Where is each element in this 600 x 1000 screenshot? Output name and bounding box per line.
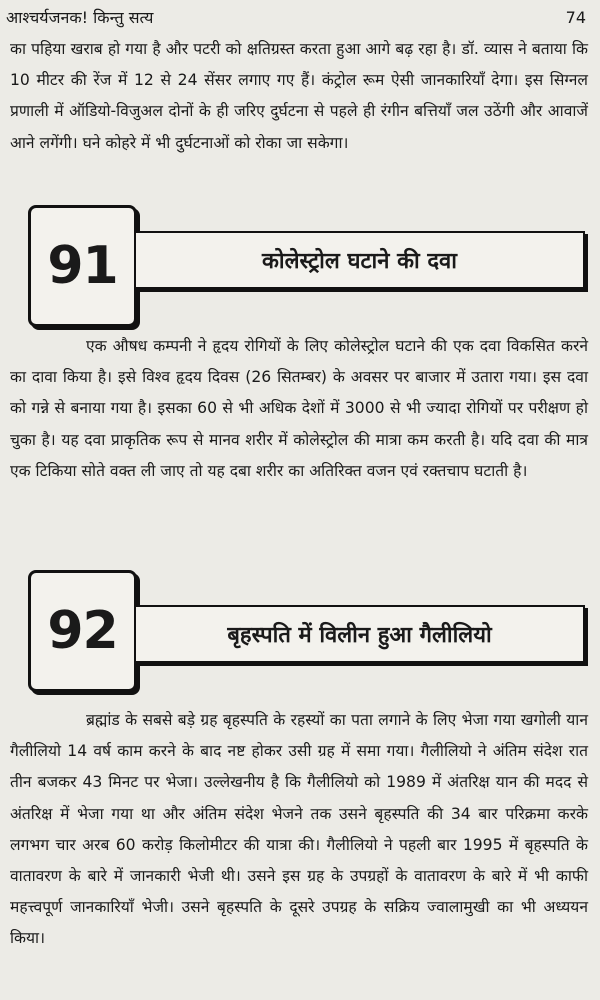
book-title: आश्चर्यजनक! किन्तु सत्य (6, 8, 154, 27)
section-title: कोलेस्ट्रोल घटाने की दवा (134, 231, 585, 289)
section-number-badge: 92 (28, 570, 137, 692)
section-number-badge: 91 (28, 205, 137, 327)
intro-paragraph: का पहिया खराब हो गया है और पटरी को क्षतिग्रस्त करता हुआ आगे बढ़ रहा है। डॉ. व्यास ने बताया कि 10 मीटर की रेंज में 12 से 24 सेंसर लगाए गए हैं। कंट्रोल रूम ऐसी जानकारियाँ देगा। इस सिग्नल प्रणाली में ऑडियो-विजुअल दोनों के ही जरिए दुर्घटना से पहले ही रंगीन बत्तियाँ जल उठेंगी और आवाजें आने लगेंगी। घने कोहरे में भी दुर्घटनाओं को रोका जा सकेगा। (10, 40, 588, 152)
section-title: बृहस्पति में विलीन हुआ गैलीलियो (134, 605, 585, 663)
section-92-paragraph: ब्रह्मांड के सबसे बड़े ग्रह बृहस्पति के रहस्यों का पता लगाने के लिए भेजा गया खगोली यान गैलीलियो 14 वर्ष काम करने के बाद नष्ट होकर उसी ग्रह में समा गया। गैलीलियो ने अंतिम संदेश रात तीन बजकर 43 मिनट पर भेजा। उल्लेखनीय है कि गैलीलियो को 1989 में अंतरिक्ष यान की मदद से अंतरिक्ष में भेजा गया था और अंतिम संदेश भेजने तक उसने बृहस्पति की 34 बार परिक्रमा करके लगभग चार अरब 60 करोड़ किलोमीटर की यात्रा की। गैलीलियो ने पहली बार 1995 में बृहस्पति के वातावरण के बारे में जानकारी भेजी थी। उसने इस ग्रह के उपग्रहों के वातावरण के बारे में भी काफी महत्त्वपूर्ण जानकारियाँ भेजी। उसने बृहस्पति के दूसरे उपग्रह के सक्रिय ज्वालामुखी का भी अध्ययन किया। (10, 711, 588, 948)
section-91-paragraph: एक औषध कम्पनी ने हृदय रोगियों के लिए कोलेस्ट्रोल घटाने की एक दवा विकसित करने का दावा किया है। इसे विश्व हृदय दिवस (26 सितम्बर) के अवसर पर बाजार में उतारा गया। इस दवा को गन्ने से बनाया गया है। इसका 60 से भी अधिक देशों में 3000 से भी ज्यादा रोगियों पर परीक्षण हो चुका है। यह दवा प्राकृतिक रूप से मानव शरीर में कोलेस्ट्रोल की मात्रा कम करती है। यदि दवा की मात्र एक टिकिया सोते वक्त ली जाए तो यह दबा शरीर का अतिरिक्त वजन एवं रक्तचाप घटाती है। (10, 337, 588, 480)
page-number: 74 (565, 8, 586, 27)
